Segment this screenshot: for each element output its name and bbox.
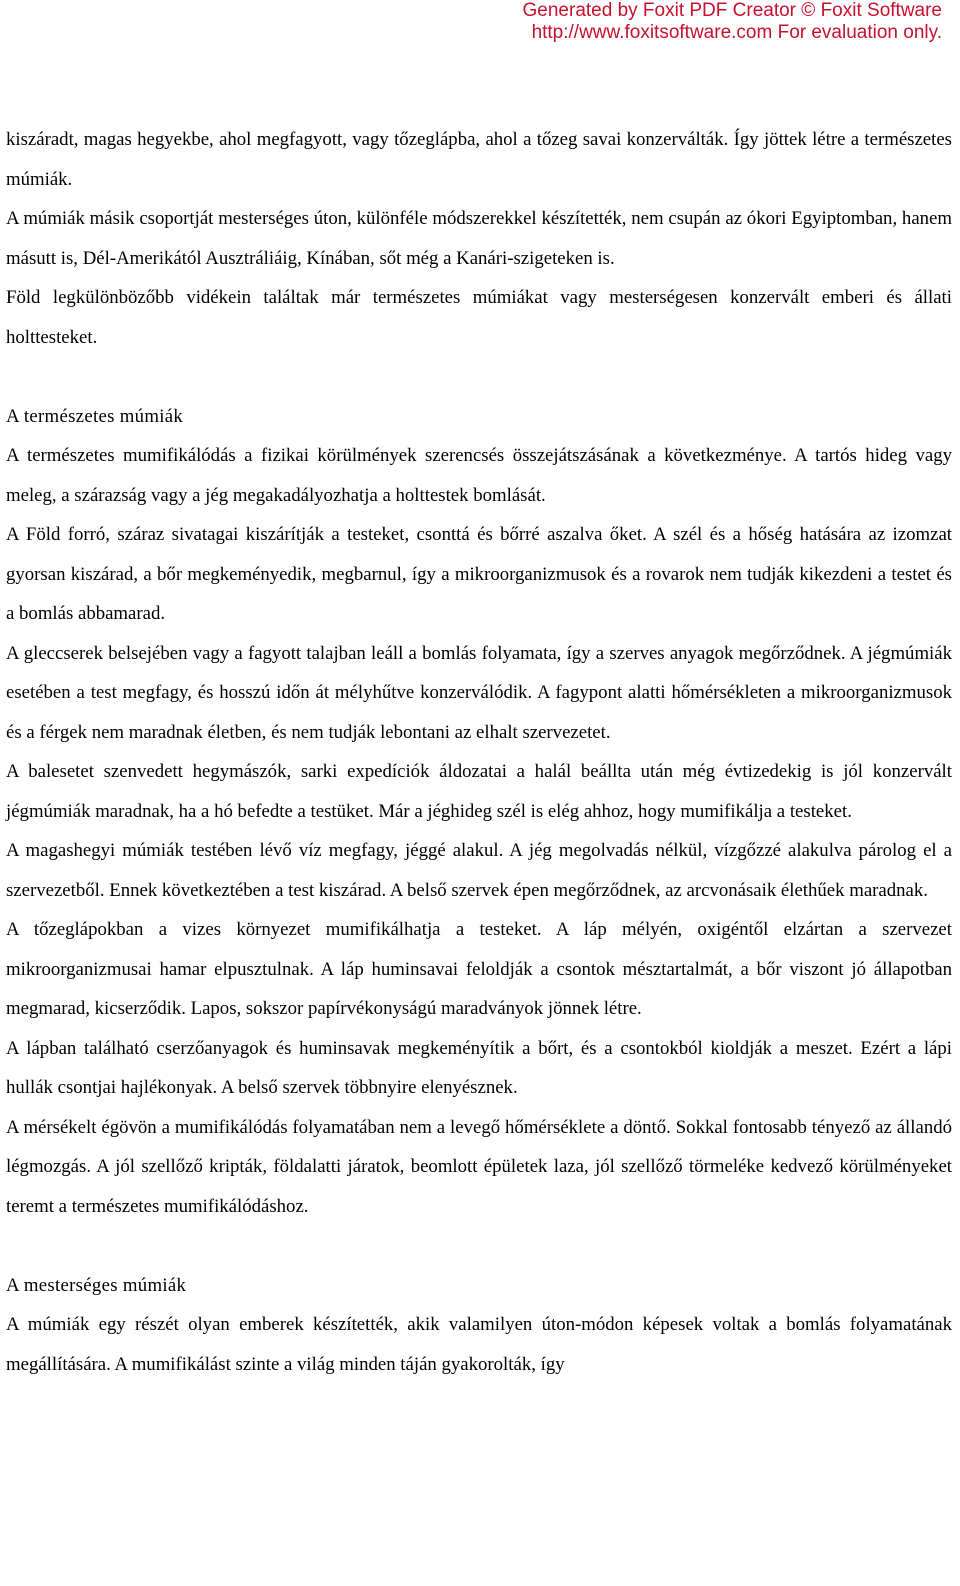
paragraph: Föld legkülönbözőbb vidékein találtak már természetes múmiákat vagy mesterségesen konzervált emberi és állati holttesteket. <box>6 287 952 348</box>
document-page <box>6 120 952 1384</box>
section-spacer <box>6 1226 952 1266</box>
paragraph: A magashegyi múmiák testében lévő víz megfagy, jéggé alakul. A jég megolvadás nélkül, vízgőzzé alakulva párolog el a szervezetből. Ennek következtében a test kiszárad. A belső szervek épen megőrződnek, az arcvonásaik élethűek maradnak. <box>6 840 952 901</box>
section-heading-natural-mummies: A természetes múmiák <box>6 405 184 427</box>
paragraph: A lápban található cserzőanyagok és huminsavak megkeményítik a bőrt, és a csontokból kioldják a meszet. Ezért a lápi hullák csontjai hajlékonyak. A belső szervek többnyire elenyésznek. <box>6 1037 952 1098</box>
paragraph: A természetes mumifikálódás a fizikai körülmények szerencsés összejátszásának a következménye. A tartós hideg vagy meleg, a szárazság vagy a jég megakadályozhatja a holttestek bomlását. <box>6 445 952 506</box>
paragraph: A balesetet szenvedett hegymászók, sarki expedíciók áldozatai a halál beállta után még évtizedekig is jól konzervált jégmúmiák maradnak, ha a hó befedte a testüket. Már a jéghideg szél is elég ahhoz, hogy mumifikálja a testeket. <box>6 761 952 822</box>
section-heading-artificial-mummies: A mesterséges múmiák <box>6 1274 187 1296</box>
paragraph: A tőzeglápokban a vizes környezet mumifikálhatja a testeket. A láp mélyén, oxigéntől elzártan a szervezet mikroorganizmusai hamar elpusztulnak. A láp huminsavai feloldják a csontok mésztartalmát, a bőr viszont jó állapotban megmarad, kicserződik. Lapos, sokszor papírvékonyságú maradványok jönnek létre. <box>6 919 952 1019</box>
paragraph: A mérsékelt égövön a mumifikálódás folyamatában nem a levegő hőmérséklete a döntő. Sokkal fontosabb tényező az állandó légmozgás. A jól szellőző kripták, földalatti járatok, beomlott épületek laza, jól szellőző törmeléke kedvező körülményeket teremt a természetes mumifikálódáshoz. <box>6 1116 952 1217</box>
paragraph: kiszáradt, magas hegyekbe, ahol megfagyott, vagy tőzeglápba, ahol a tőzeg savai konzerválták. Így jöttek létre a természetes múmiák. <box>6 129 952 190</box>
paragraph: A gleccserek belsejében vagy a fagyott talajban leáll a bomlás folyamata, így a szerves anyagok megőrződnek. A jégmúmiák esetében a test megfagy, és hosszú időn át mélyhűtve konzerválódik. A fagypont alatti hőmérsékleten a mikroorganizmusok és a férgek nem maradnak életben, és nem tudják lebontani az elhalt szervezetet. <box>6 642 952 743</box>
paragraph: A múmiák másik csoportját mesterséges úton, különféle módszerekkel készítették, nem csupán az ókori Egyiptomban, hanem másutt is, Dél-Amerikától Ausztráliáig, Kínában, sőt még a Kanári-szigeteken is. <box>6 208 952 269</box>
watermark-line-2: http://www.foxitsoftware.com For evaluation only. <box>531 22 942 43</box>
foxit-watermark <box>523 0 942 44</box>
paragraph: A Föld forró, száraz sivatagai kiszárítják a testeket, csonttá és bőrré aszalva őket. A szél és a hőség hatására az izomzat gyorsan kiszárad, a bőr megkeményedik, megbarnul, így a mikroorganizmusok és a rovarok nem tudják kikezdeni a testet és a bomlás abbamarad. <box>6 524 952 624</box>
paragraph: A múmiák egy részét olyan emberek készítették, akik valamilyen úton-módon képesek voltak a bomlás folyamatának megállítására. A mumifikálást szinte a világ minden táján gyakorolták, így <box>6 1314 952 1375</box>
section-spacer <box>6 357 952 397</box>
watermark-line-1: Generated by Foxit PDF Creator © Foxit Software <box>522 0 942 21</box>
